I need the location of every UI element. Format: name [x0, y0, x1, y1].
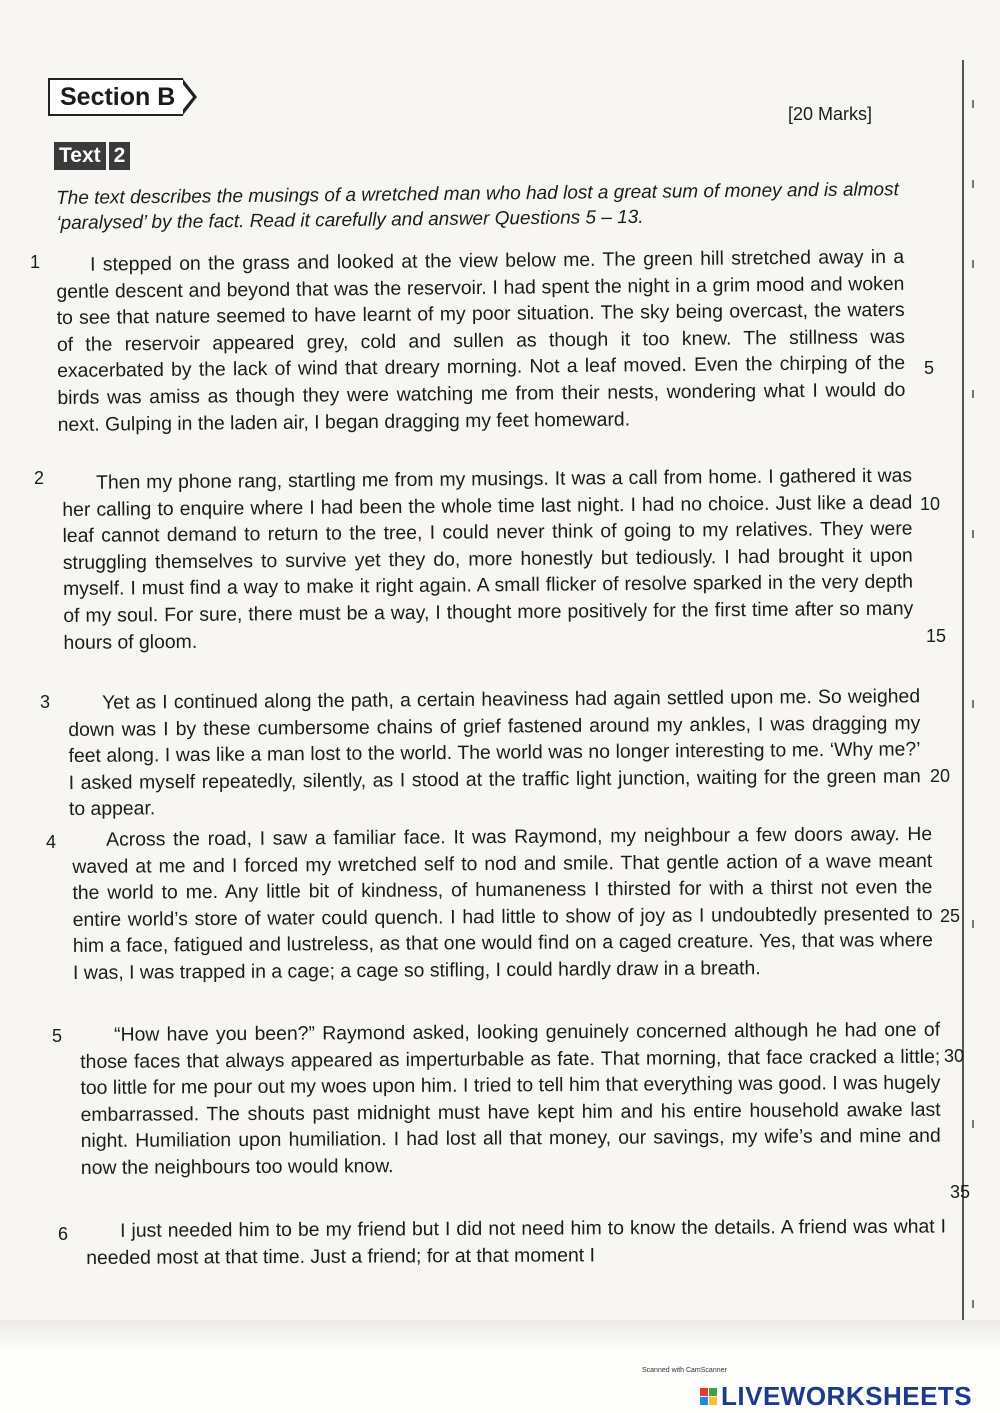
paragraph-number: 4 — [46, 832, 57, 852]
text-label — [54, 142, 130, 170]
line-number: 15 — [926, 626, 947, 646]
scan-note: Scanned with CamScanner — [642, 1367, 727, 1374]
line-number: 35 — [950, 1182, 971, 1202]
paragraph-text: “How have you been?” Raymond asked, looking genuinely concerned although he had one of those faces that always appeared as imperturbable as fate. That morning, that face cracked a little; too little for me pour out my woes upon him. I tried to tell him that everything was good. I was hugely embarrassed. The shouts past midnight must have kept him and his entire household awake last night. Humiliation upon humiliation. I had lost all that money, our savings, my wife’s and mine and now the neighbours too would know. — [80, 1018, 941, 1179]
paragraph-number: 1 — [30, 252, 41, 272]
line-number: 10 — [920, 494, 941, 514]
liveworksheets-logo-icon — [700, 1388, 717, 1405]
text-label-number: 2 — [109, 142, 131, 170]
line-number: 25 — [940, 906, 961, 926]
paragraph-text: Yet as I continued along the path, a certain heaviness had again settled upon me. So weighed down was I by these cumbersome chains of grief fastened around my ankles, I was dragging my feet along. I was like a man lost to the world. The world was no longer interesting to me. ‘Why me?’ I asked myself repeatedly, silently, as I stood at the traffic light junction, waiting for the green man to appear. — [68, 685, 921, 821]
paragraph-text: I stepped on the grass and looked at the view below me. The green hill stretched away in a gentle descent and beyond that was the reservoir. I had spent the night in a grim mood and woken to see that nature seemed to have learnt of my poor situation. The sky being overcast, the waters of the reservoir appeared grey, cold and sullen as though it too knew. The stillness was exacerbated by the lack of wind that dreary morning. Not a leaf moved. Even the chirping of the birds was amiss as though they were watching me from their nests, wondering what I would do next. Gulping in the laden air, I began dragging my feet homeward. — [56, 245, 906, 436]
paragraph-text: I just needed him to be my friend but I did not need him to know the details. A friend was what I needed most at that time. Just a friend; for at that moment I — [86, 1215, 947, 1269]
paragraph-number: 6 — [58, 1224, 69, 1244]
paragraph-number: 2 — [34, 468, 45, 488]
section-label — [48, 78, 197, 116]
line-number: 30 — [944, 1046, 965, 1066]
section-label-text: Section B — [48, 78, 183, 116]
line-number: 20 — [930, 766, 951, 786]
paragraph-text: Then my phone rang, startling me from my musings. It was a call from home. I gathered it was her calling to enquire where I had been the whole time last night. I had no choice. Just like a dead leaf cannot demand to return to the tree, I could never think of going to my relatives. They were struggling themselves to survive yet they do, more honestly but tediously. I had brought it upon myself. I must find a way to make it right again. A small flicker of resolve sparked in the very depth of my soul. For sure, there must be a way, I thought more positively for the first time after so many hours of gloom. — [62, 464, 914, 654]
intro-instructions: The text describes the musings of a wretched man who had lost a great sum of money and is almost ‘paralysed’ by the fact. Read it carefully and answer Questions 5 – 13. — [56, 179, 899, 234]
paragraph-text: Across the road, I saw a familiar face. It was Raymond, my neighbour a few doors away. He waved at me and I forced my wretched self to nod and smile. That gentle action of a wave meant the world to me. Any little bit of kindness, of humaneness I thirsted for with a thirst not even the entire world’s store of water could quench. I had little to show of joy as I undoubtedly presented to him a face, fatigued and lustreless, as that one would find on a caged creature. Yes, that was where I was, I was trapped in a cage; a cage so stifling, I could hardly draw in a breath. — [72, 822, 933, 984]
liveworksheets-brand: LIVEWORKSHEETS — [721, 1381, 973, 1411]
line-number: 5 — [924, 358, 935, 378]
section-arrow-icon — [183, 79, 197, 115]
text-label-word: Text — [54, 142, 106, 170]
scan-bottom-edge — [0, 1320, 1000, 1350]
paragraph-number: 5 — [52, 1026, 63, 1046]
marks-label: [20 Marks] — [788, 104, 873, 124]
page-edge-marks — [968, 60, 988, 1330]
page-edge-shadow — [962, 60, 964, 1330]
liveworksheets-logo[interactable] — [700, 1381, 972, 1412]
paragraph-number: 3 — [40, 692, 51, 712]
